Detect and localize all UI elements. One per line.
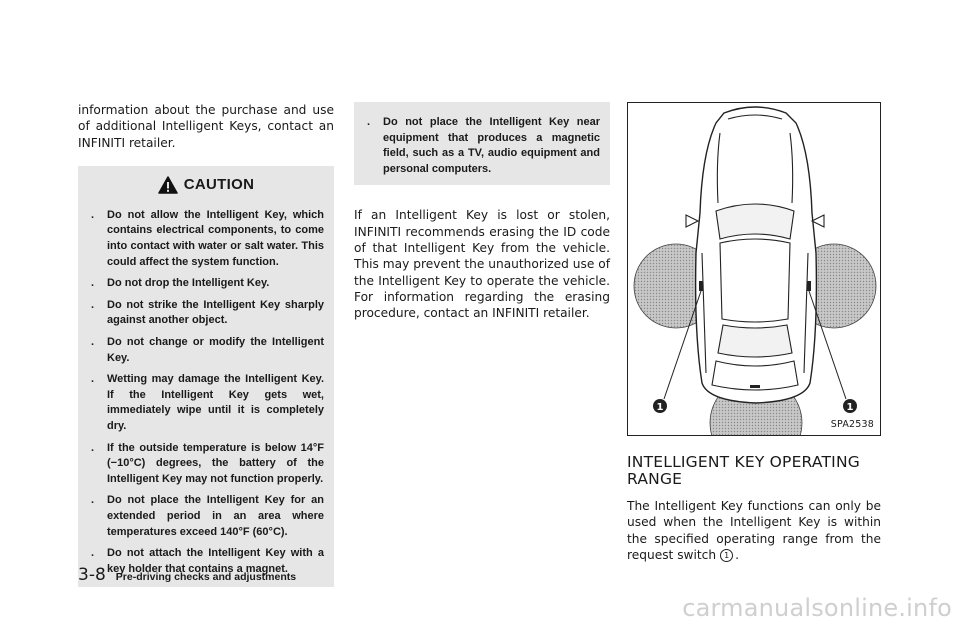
caution-list xyxy=(88,208,324,577)
caution-header xyxy=(88,176,324,194)
list-item: . Do not allow the Intelligent Key, which contains electrical components, to come into contact with water or salt water. This could affect the system function. xyxy=(91,208,324,268)
list-item: . Do not change or modify the Intelligent Key. xyxy=(91,336,324,364)
caution-title: CAUTION xyxy=(183,176,255,194)
intro-paragraph: information about the purchase and use of additional Intelligent Keys, contact an INFINITI retailer. xyxy=(78,103,334,150)
section-heading: INTELLIGENT KEY OPERATING RANGE xyxy=(627,453,860,488)
watermark: carmanualsonline.info xyxy=(682,594,952,622)
list-item: . Do not attach the Intelligent Key with a key holder that contains a magnet. xyxy=(91,547,324,575)
lost-key-paragraph: If an Intelligent Key is lost or stolen, INFINITI recommends erasing the ID code of that Intelligent Key from the vehicle. This may prevent the unauthorized use of the Intelligent Key to operate the vehicle. For information regarding the erasing procedure, contact an INFINITI retailer. xyxy=(354,208,610,321)
caution-list-continued xyxy=(364,115,600,177)
callout-reference: 1 xyxy=(720,549,733,562)
car-body xyxy=(696,107,817,403)
page-number: 3-8 xyxy=(78,565,106,585)
list-item: . Do not place the Intelligent Key near equipment that produces a magnetic field, such as a TV, audio equipment and personal computers. xyxy=(367,116,600,175)
list-item: . Wetting may damage the Intelligent Key. If the Intelligent Key gets wet, immediately wipe until it is completely dry. xyxy=(91,373,324,433)
car-top-view-illustration xyxy=(628,103,880,435)
caution-continuation-box xyxy=(354,102,610,185)
section-name: Pre-driving checks and adjustments xyxy=(115,571,297,583)
column-middle xyxy=(354,102,610,321)
list-item: . Do not drop the Intelligent Key. xyxy=(91,277,270,290)
column-left xyxy=(78,102,334,587)
column-right xyxy=(627,102,881,563)
callout-label: 1 xyxy=(656,402,664,413)
figure-id: SPA2538 xyxy=(830,419,874,430)
request-switch-rear xyxy=(750,385,760,388)
list-item: . Do not strike the Intelligent Key sharply against another object. xyxy=(91,298,324,327)
warning-triangle-icon xyxy=(158,176,178,194)
request-switch-left xyxy=(699,281,703,291)
operating-range-figure xyxy=(627,102,881,436)
operating-range-paragraph: The Intelligent Key functions can only be used when the Intelligent Key is within the specified operating range from the request switch 1 . xyxy=(627,499,881,562)
request-switch-right xyxy=(807,281,811,291)
mirror-left xyxy=(686,215,698,227)
list-item: . If the outside temperature is below 14°F (−10°C) degrees, the battery of the Intelligent Key may not function properly. xyxy=(91,441,324,485)
list-item: . Do not place the Intelligent Key for an extended period in an area where temperatures exceed 140°F (60°C). xyxy=(91,494,324,538)
caution-box xyxy=(78,166,334,587)
callout-label: 1 xyxy=(846,402,854,413)
page-footer xyxy=(78,565,296,585)
